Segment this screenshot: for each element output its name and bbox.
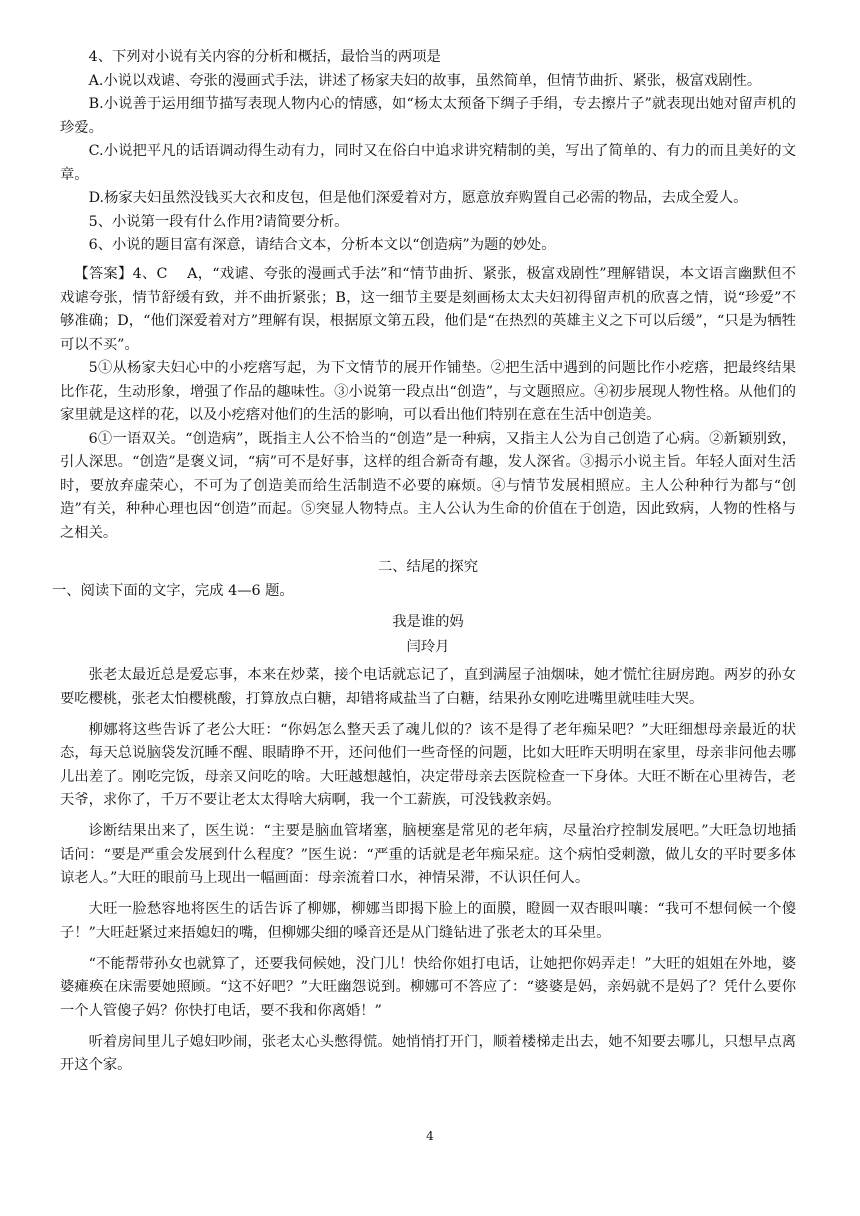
story-paragraph: 大旺一脸愁容地将医生的话告诉了柳娜，柳娜当即揭下脸上的面膜，瞪圆一双杏眼叫嚷：“我可不想伺候一个傻子！”大旺赶紧过来捂媳妇的嘴，但柳娜尖细的嗓音还是从门缝钻进了张老太的耳朵里。 [60, 901, 796, 941]
option-d: D.杨家夫妇虽然没钱买大衣和皮包，但是他们深爱着对方，愿意放弃购置自己必需的物品，去成全爱人。 [88, 190, 748, 206]
option-a: A.小说以戏谑、夸张的漫画式手法，讲述了杨家夫妇的故事，虽然简单，但情节曲折、紧张，极富戏剧性。 [88, 72, 762, 89]
page-number: 4 [426, 1129, 434, 1143]
story-body [60, 664, 796, 1085]
story-paragraph: 柳娜将这些告诉了老公大旺：“你妈怎么整天丢了魂儿似的？该不是得了老年痴呆吧？”大旺细想母亲最近的状态，每天总说脑袋发沉睡不醒、眼睛睁不开，还问他们一些奇怪的问题，比如大旺昨天明明在家里，母亲非问他去哪儿出差了。刚吃完饭，母亲又问吃的啥。大旺越想越怕，决定带母亲去医院检查一下身体。大旺不断在心里祷告，老天爷，求你了，千万不要让老太太得啥大病啊，我一个工薪族，可没钱救亲妈。 [60, 721, 796, 808]
answer-5: 5①从杨家夫妇心中的小疙瘩写起，为下文情节的展开作铺垫。②把生活中遇到的问题比作小疙瘩，把最终结果比作花，生动形象，增强了作品的趣味性。③小说第一段点出“创造”，与文题照应。④初步展现人物性格。从他们的家里就是这样的花，以及小疙瘩对他们的生活的影响，可以看出他们特别在意在生活中创造美。 [60, 360, 796, 423]
story-title: 我是谁的妈 [392, 614, 464, 630]
question-section [60, 46, 796, 258]
story-paragraph: 诊断结果出来了，医生说：“主要是脑血管堵塞，脑梗塞是常见的老年病，尽量治疗控制发展吧。”大旺急切地插话问：“要是严重会发展到什么程度？”医生说：“严重的话就是老年痴呆症。这个病怕受刺激，做儿女的平时要多体谅老人。”大旺的眼前马上现出一幅画面：母亲流着口水，神情呆滞，不认识任何人。 [60, 823, 796, 886]
story-author: 闫玲月 [406, 639, 450, 655]
story-paragraph: 听着房间里儿子媳妇吵闹，张老太心头憋得慌。她悄悄打开门，顺着楼梯走出去，她不知要去哪儿，只想早点离开这个家。 [60, 1033, 796, 1073]
answer-6: 6①一语双关。“创造病”，既指主人公不恰当的“创造”是一种病，又指主人公为自己创造了心病。②新颖别致，引人深思。“创造”是褒义词，“病”可不是好事，这样的组合新奇有趣，发人深省。③揭示小说主旨。年轻人面对生活时，要放弃虚荣心，不可为了创造美而给生活制造不必要的麻烦。④与情节发展相照应。主人公种种行为都与“创造”有关，种种心理也因“创造”而起。⑤突显人物特点。主人公认为生命的价值在于创造，因此致病，人物的性格与之相关。 [60, 430, 796, 541]
option-c: C.小说把平凡的话语调动得生动有力，同时又在俗白中追求讲究精制的美，写出了简单的、有力的而且美好的文章。 [60, 143, 796, 183]
story-paragraph: 张老太最近总是爱忘事，本来在炒菜，接个电话就忘记了，直到满屋子油烟味，她才慌忙往厨房跑。两岁的孙女要吃樱桃，张老太怕樱桃酸，打算放点白糖，却错将咸盐当了白糖，结果孙女刚吃进嘴里就哇哇大哭。 [60, 667, 796, 707]
task-instruction-text: 一、阅读下面的文字，完成 4—6 题。 [52, 583, 294, 599]
question-4-stem: 4、下列对小说有关内容的分析和概括，最恰当的两项是 [88, 49, 441, 65]
question-5: 5、小说第一段有什么作用?请简要分析。 [88, 213, 349, 230]
answer-4: 【答案】4、C A，“戏谑、夸张的漫画式手法”和“情节曲折、紧张，极富戏剧性”理解错误，本文语言幽默但不戏谑夸张，情节舒缓有致，并不曲折紧张；B，这一细节主要是刻画杨太太夫妇初得留声机的欣喜之情，说“珍爱”不够准确；D，“他们深爱着对方”理解有误，根据原文第五段，他们是“在热烈的英雄主义之下可以后缓”，“只是为牺牲可以不买”。 [60, 266, 796, 353]
answer-section [60, 263, 796, 545]
task-instruction [52, 580, 788, 604]
question-6: 6、小说的题目富有深意，请结合文本，分析本文以“创造病”为题的妙处。 [88, 237, 556, 253]
option-b: B.小说善于运用细节描写表现人物内心的情感，如“杨太太预备下绸子手绢，专去擦片子”就表现出她对留声机的珍爱。 [60, 96, 796, 136]
section-heading: 二、结尾的探究 [377, 559, 479, 575]
story-paragraph: “不能帮带孙女也就算了，还要我伺候她，没门儿！快给你姐打电话，让她把你妈弄走！”大旺的姐姐在外地，婆婆瘫痪在床需要她照顾。“这不好吧？”大旺幽怨说到。柳娜可不答应了：“婆婆是妈，亲妈就不是妈了？凭什么要你一个人管傻子妈？你快打电话，要不我和你离婚！” [60, 955, 796, 1019]
